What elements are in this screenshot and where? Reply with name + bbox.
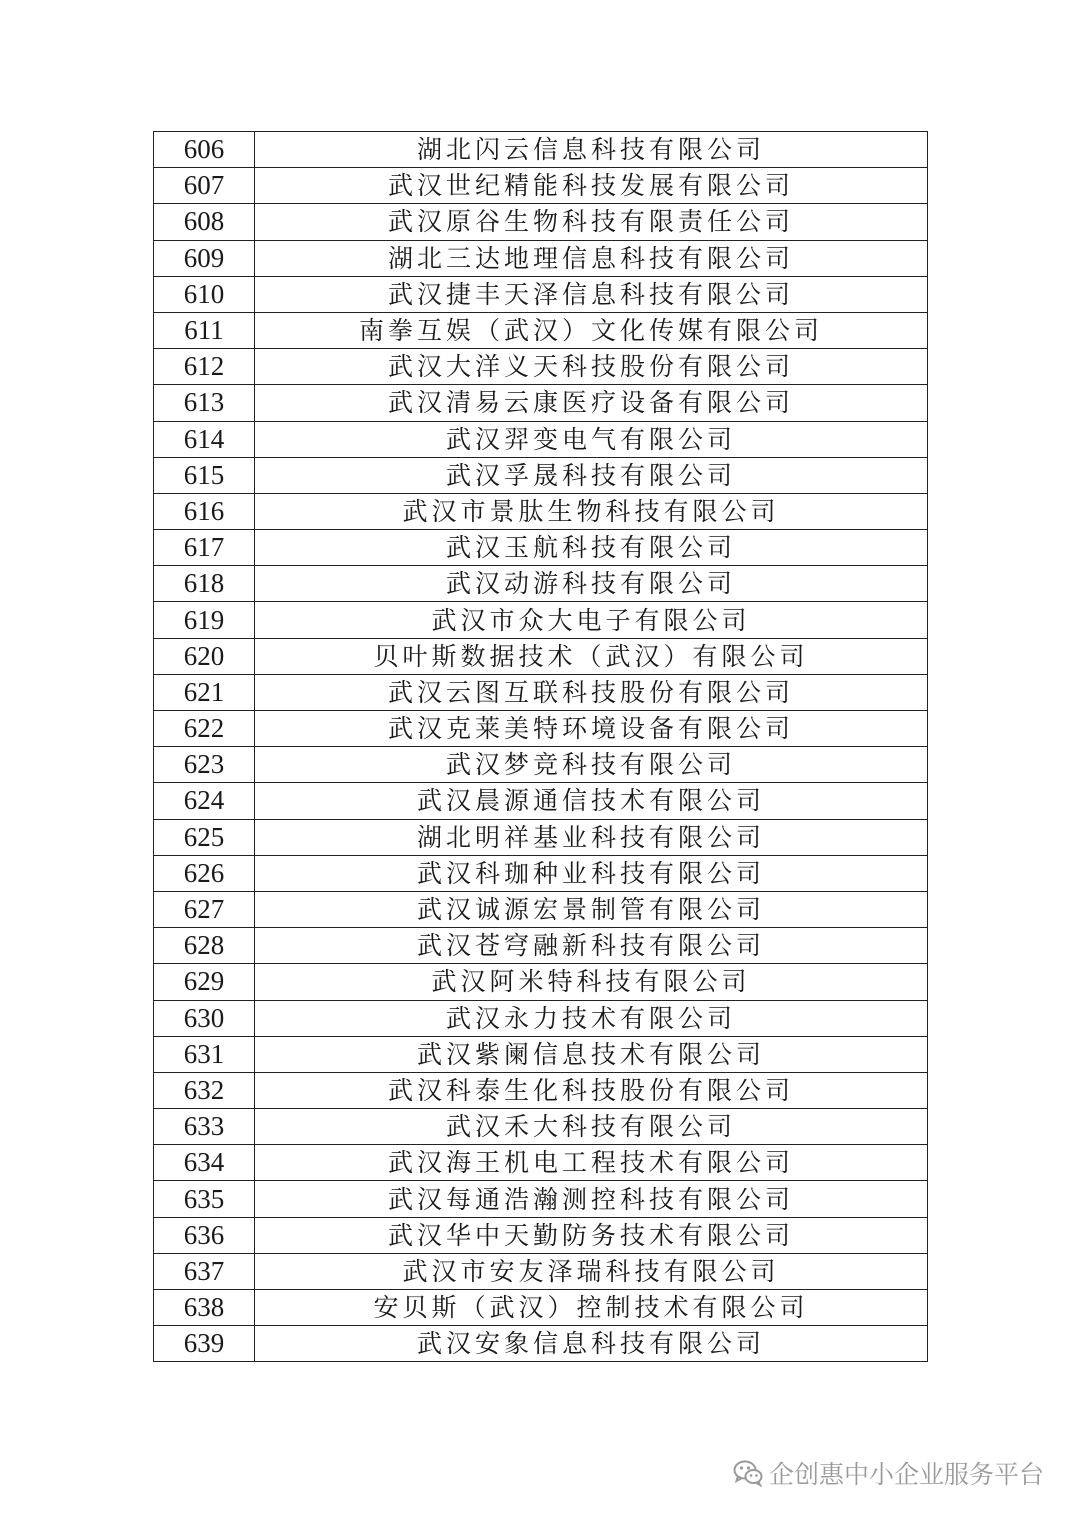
company-name: 武汉科泰生化科技股份有限公司 [255,1072,928,1108]
row-number: 636 [154,1217,255,1253]
row-number: 618 [154,566,255,602]
row-number: 633 [154,1109,255,1145]
table-row [154,1181,928,1217]
row-number: 632 [154,1072,255,1108]
row-number: 623 [154,747,255,783]
table-row [154,711,928,747]
row-number: 622 [154,711,255,747]
row-number: 624 [154,783,255,819]
row-number: 635 [154,1181,255,1217]
watermark [733,1455,1044,1491]
table-row [154,783,928,819]
table-row [154,240,928,276]
table-row [154,602,928,638]
table-row [154,1290,928,1326]
company-list-body [154,132,928,1362]
row-number: 617 [154,530,255,566]
row-number: 621 [154,674,255,710]
company-name: 武汉市景肽生物科技有限公司 [255,493,928,529]
table-row [154,1000,928,1036]
table-row [154,1072,928,1108]
row-number: 630 [154,1000,255,1036]
row-number: 638 [154,1290,255,1326]
company-name: 武汉孚晟科技有限公司 [255,457,928,493]
table-row [154,891,928,927]
company-name: 武汉每通浩瀚测控科技有限公司 [255,1181,928,1217]
row-number: 637 [154,1253,255,1289]
table-row [154,1253,928,1289]
table-row [154,674,928,710]
company-name: 武汉晨源通信技术有限公司 [255,783,928,819]
table-row [154,457,928,493]
company-name: 武汉禾大科技有限公司 [255,1109,928,1145]
company-name: 南拳互娱（武汉）文化传媒有限公司 [255,312,928,348]
table-row [154,276,928,312]
company-name: 武汉市安友泽瑞科技有限公司 [255,1253,928,1289]
row-number: 627 [154,891,255,927]
company-name: 安贝斯（武汉）控制技术有限公司 [255,1290,928,1326]
company-name: 武汉世纪精能科技发展有限公司 [255,168,928,204]
row-number: 610 [154,276,255,312]
company-name: 武汉市众大电子有限公司 [255,602,928,638]
table-row [154,928,928,964]
table-row [154,493,928,529]
table-row [154,1326,928,1362]
table-row [154,638,928,674]
company-name: 武汉云图互联科技股份有限公司 [255,674,928,710]
row-number: 616 [154,493,255,529]
table-row [154,1109,928,1145]
company-name: 贝叶斯数据技术（武汉）有限公司 [255,638,928,674]
table-row [154,566,928,602]
company-name: 武汉海王机电工程技术有限公司 [255,1145,928,1181]
row-number: 619 [154,602,255,638]
company-name: 武汉玉航科技有限公司 [255,530,928,566]
row-number: 615 [154,457,255,493]
table-row [154,1145,928,1181]
row-number: 613 [154,385,255,421]
company-name: 武汉紫阑信息技术有限公司 [255,1036,928,1072]
company-name: 武汉华中天勤防务技术有限公司 [255,1217,928,1253]
table-row [154,855,928,891]
company-name: 武汉动游科技有限公司 [255,566,928,602]
company-name: 武汉苍穹融新科技有限公司 [255,928,928,964]
row-number: 626 [154,855,255,891]
table-row [154,312,928,348]
table-row [154,1036,928,1072]
row-number: 620 [154,638,255,674]
company-name: 湖北明祥基业科技有限公司 [255,819,928,855]
company-name: 武汉阿米特科技有限公司 [255,964,928,1000]
row-number: 639 [154,1326,255,1362]
table-row [154,132,928,168]
company-name: 湖北三达地理信息科技有限公司 [255,240,928,276]
row-number: 631 [154,1036,255,1072]
company-name: 武汉大洋义天科技股份有限公司 [255,349,928,385]
row-number: 614 [154,421,255,457]
company-name: 武汉羿变电气有限公司 [255,421,928,457]
watermark-text: 企创惠中小企业服务平台 [768,1460,1044,1489]
table-row [154,1217,928,1253]
company-name: 武汉梦竞科技有限公司 [255,747,928,783]
table-row [154,819,928,855]
company-name: 武汉诚源宏景制管有限公司 [255,891,928,927]
row-number: 606 [154,132,255,168]
row-number: 612 [154,349,255,385]
company-name: 武汉原谷生物科技有限责任公司 [255,204,928,240]
wechat-icon [733,1459,763,1487]
table-row [154,747,928,783]
company-name: 武汉安象信息科技有限公司 [255,1326,928,1362]
row-number: 608 [154,204,255,240]
row-number: 634 [154,1145,255,1181]
table-row [154,204,928,240]
table-row [154,385,928,421]
company-name: 武汉克莱美特环境设备有限公司 [255,711,928,747]
company-name: 武汉清易云康医疗设备有限公司 [255,385,928,421]
row-number: 628 [154,928,255,964]
company-list-table [153,131,928,1362]
row-number: 629 [154,964,255,1000]
company-name: 湖北闪云信息科技有限公司 [255,132,928,168]
row-number: 611 [154,312,255,348]
company-name: 武汉捷丰天泽信息科技有限公司 [255,276,928,312]
row-number: 625 [154,819,255,855]
table-row [154,964,928,1000]
table-row [154,168,928,204]
row-number: 609 [154,240,255,276]
row-number: 607 [154,168,255,204]
company-name: 武汉永力技术有限公司 [255,1000,928,1036]
table-row [154,421,928,457]
table-row [154,349,928,385]
table-row [154,530,928,566]
company-name: 武汉科珈种业科技有限公司 [255,855,928,891]
